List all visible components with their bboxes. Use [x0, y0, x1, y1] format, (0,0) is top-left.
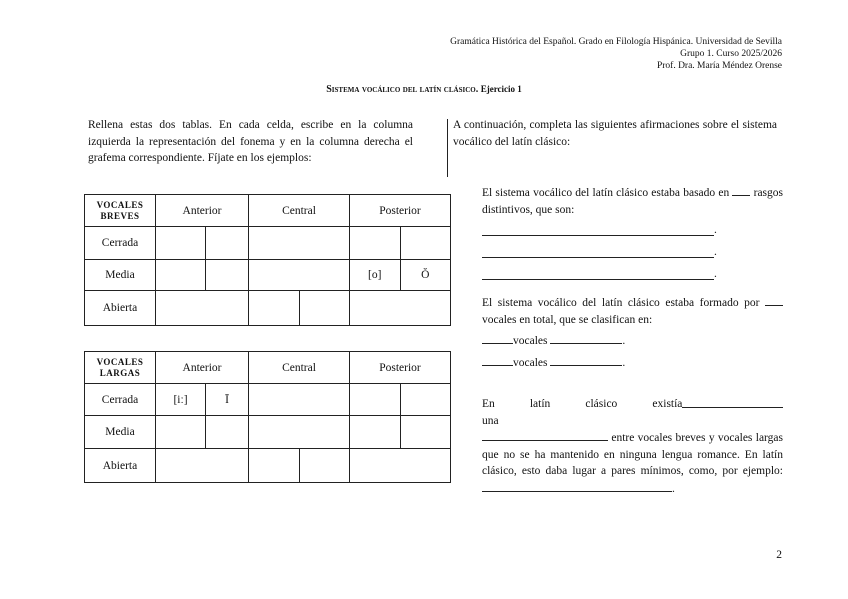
table-cell[interactable] — [299, 291, 350, 326]
instructions-right: A continuación, completa las siguientes afirmaciones sobre el sistema vocálico del latín clásico: — [453, 119, 777, 148]
header-central: Central — [249, 352, 350, 384]
table-cell[interactable] — [156, 260, 206, 291]
table-cell[interactable] — [350, 449, 451, 483]
table-cell[interactable] — [400, 416, 451, 449]
row-label-cerrada: Cerrada — [85, 384, 156, 416]
vocales-label: vocales — [513, 335, 548, 347]
statement-3: En latín clásico existía una entre vocales breves y vocales largas que no se ha mantenido en ninguna lengua romance. En latín clásico, esto daba lugar a pares mínimos, como, por ejemplo: . — [482, 398, 784, 495]
row-label-media: Media — [85, 260, 156, 291]
table-cell[interactable] — [249, 416, 350, 449]
column-divider — [447, 119, 448, 177]
table-cell[interactable] — [249, 291, 300, 326]
page-title — [0, 84, 848, 95]
blank-field[interactable] — [550, 354, 622, 366]
answer-line[interactable] — [482, 279, 714, 280]
instructions-left: Rellena estas dos tablas. En cada celda, escribe en la columna izquierda la representación del fonema y en la columna derecha el grafema correspondiente. Fíjate en los ejemplos: — [88, 119, 413, 164]
answer-line[interactable] — [482, 235, 714, 236]
table-cell[interactable] — [206, 227, 249, 260]
table-vocales-breves — [84, 194, 451, 326]
table-cell[interactable] — [400, 384, 451, 416]
table-cell[interactable] — [156, 291, 249, 326]
blank-field[interactable] — [482, 332, 513, 344]
table-cell[interactable] — [350, 416, 401, 449]
header-anterior: Anterior — [156, 352, 249, 384]
blank-field[interactable] — [732, 184, 750, 196]
header-anterior: Anterior — [156, 195, 249, 227]
table-cell[interactable] — [299, 449, 350, 483]
statement-3-cont: entre vocales breves y vocales largas que no se ha mantenido en ninguna lengua romance. En latín clásico, esto daba lugar a pares mínimos, como, por ejemplo: — [482, 432, 784, 477]
statement-1 — [482, 184, 783, 218]
table-cell[interactable] — [249, 227, 350, 260]
row-label-abierta: Abierta — [85, 291, 156, 326]
header-posterior: Posterior — [350, 352, 451, 384]
label-line: VOCALES — [96, 199, 144, 210]
table-label — [85, 352, 156, 384]
header-central: Central — [249, 195, 350, 227]
statement-2-text: El sistema vocálico del latín clásico estaba formado por — [482, 297, 760, 309]
table-cell[interactable] — [350, 227, 401, 260]
vocales-label: vocales — [513, 357, 548, 369]
table-vocales-largas — [84, 351, 451, 483]
statement-2-cont: vocales en total, que se clasifican en: — [482, 313, 653, 326]
table-cell[interactable] — [156, 416, 206, 449]
statement-3-text: En latín clásico existía una — [482, 398, 683, 427]
table-cell[interactable] — [206, 260, 249, 291]
blank-field[interactable] — [482, 480, 672, 492]
blank-field[interactable] — [682, 396, 783, 408]
row-label-cerrada: Cerrada — [85, 227, 156, 260]
blank-field[interactable] — [765, 294, 783, 306]
row-label-media: Media — [85, 416, 156, 449]
example-grapheme: Ŏ — [400, 260, 451, 291]
example-phoneme: [o] — [350, 260, 401, 291]
label-line: LARGAS — [99, 367, 141, 378]
header-posterior: Posterior — [350, 195, 451, 227]
blank-field[interactable] — [482, 429, 608, 441]
example-phoneme: [iː] — [156, 384, 206, 416]
blank-field[interactable] — [550, 332, 622, 344]
row-label-abierta: Abierta — [85, 449, 156, 483]
vocales-item-1: vocales . — [482, 332, 783, 350]
table-cell[interactable] — [249, 384, 350, 416]
line-period: . — [714, 268, 717, 280]
table-label — [85, 195, 156, 227]
page-number: 2 — [776, 549, 782, 561]
line-period: . — [714, 246, 717, 258]
table-cell[interactable] — [350, 384, 401, 416]
header-course: Gramática Histórica del Español. Grado en Filología Hispánica. Universidad de Sevilla — [450, 37, 782, 47]
table-cell[interactable] — [249, 449, 300, 483]
table-cell[interactable] — [156, 227, 206, 260]
vocales-item-2: vocales . — [482, 354, 783, 372]
statement-1-cont: rasgos distintivos, que son: — [482, 187, 784, 216]
table-cell[interactable] — [156, 449, 249, 483]
document-header — [450, 36, 782, 72]
line-period: . — [714, 224, 717, 236]
example-grapheme: Ī — [206, 384, 249, 416]
table-cell[interactable] — [206, 416, 249, 449]
statement-2 — [482, 294, 783, 328]
answer-line[interactable] — [482, 257, 714, 258]
table-cell[interactable] — [350, 291, 451, 326]
title-main: Sistema vocálico del latín clásico. — [326, 84, 479, 95]
statement-1-text: El sistema vocálico del latín clásico estaba basado en — [482, 187, 730, 199]
title-exercise: Ejercicio 1 — [480, 84, 522, 94]
table-cell[interactable] — [400, 227, 451, 260]
label-line: BREVES — [100, 210, 140, 221]
table-cell[interactable] — [249, 260, 350, 291]
blank-field[interactable] — [482, 354, 513, 366]
label-line: VOCALES — [96, 356, 144, 367]
header-group: Grupo 1. Curso 2025/2026 — [680, 49, 782, 59]
header-professor: Prof. Dra. María Méndez Orense — [656, 61, 782, 71]
